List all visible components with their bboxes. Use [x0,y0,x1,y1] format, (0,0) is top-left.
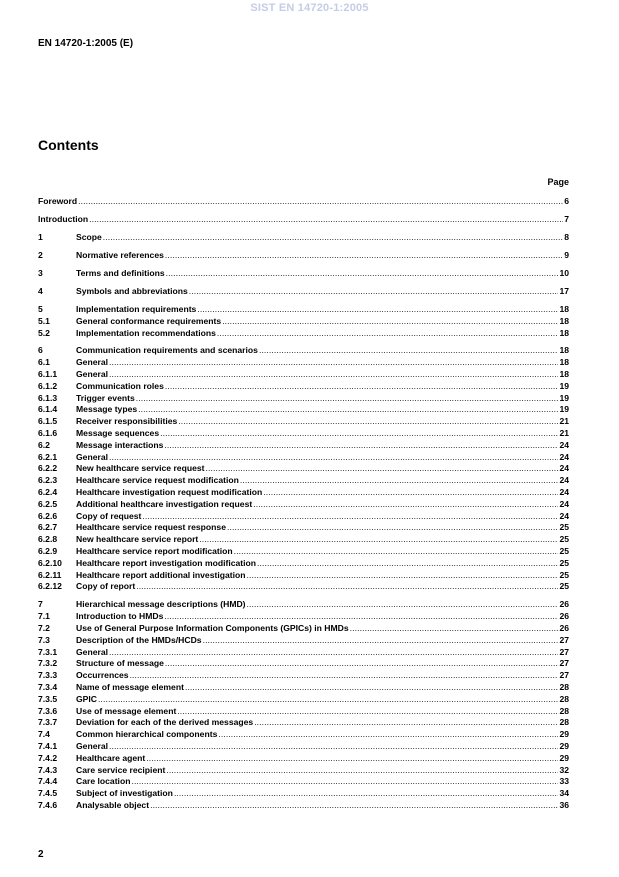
toc-entry[interactable] [38,232,569,244]
toc-entry[interactable] [38,741,569,753]
toc-entry-number: 2 [38,249,43,260]
toc-entry-title: Trigger events [76,392,135,403]
toc-entry[interactable] [38,268,569,280]
toc-dot-leader [130,670,559,682]
toc-entry-page: 33 [559,776,569,787]
toc-dot-leader [109,369,558,381]
toc-entry-title: General [76,740,109,751]
toc-entry-page: 18 [559,327,569,338]
toc-entry-page: 18 [559,357,569,368]
toc-entry-number: 6.1 [38,357,50,368]
toc-entry-page: 25 [559,546,569,557]
toc-dot-leader [164,440,558,452]
toc-entry-title: Healthcare report additional investigation [76,569,246,580]
toc-dot-leader [166,765,558,777]
toc-entry-title: Use of message element [76,705,177,716]
toc-entry[interactable] [38,499,569,511]
toc-entry-page: 27 [559,634,569,645]
toc-entry-number: 6.2.12 [38,581,62,592]
toc-entry-number: 7.4.2 [38,752,58,763]
toc-dot-leader [142,511,558,523]
toc-entry-title: Symbols and abbreviations [76,285,188,296]
toc-entry-title: Healthcare service request modification [76,475,239,486]
toc-entry-title: Scope [76,231,102,242]
toc-entry-page: 24 [559,510,569,521]
toc-entry-number: 7.3.7 [38,717,58,728]
toc-entry-title: General [76,451,109,462]
toc-entry-title: Message interactions [76,439,164,450]
toc-entry-page: 24 [559,498,569,509]
toc-entry-title: Copy of request [76,510,142,521]
toc-entry[interactable] [38,440,569,452]
toc-entry-page: 19 [559,392,569,403]
toc-entry[interactable] [38,328,569,340]
toc-entry[interactable] [38,800,569,812]
toc-entry[interactable] [38,753,569,765]
toc-entry-number: 6.2 [38,439,50,450]
toc-entry[interactable] [38,250,569,262]
toc-entry-number: 6.2.4 [38,487,58,498]
toc-entry[interactable] [38,788,569,800]
toc-entry-page: 28 [559,705,569,716]
toc-entry-page: 32 [559,764,569,775]
toc-entry-page: 18 [559,303,569,314]
toc-entry[interactable] [38,511,569,523]
toc-dot-leader [165,381,559,393]
toc-entry-number: 7.1 [38,611,50,622]
toc-entry-page: 36 [559,799,569,810]
toc-entry-page: 28 [559,681,569,692]
toc-dot-leader [240,475,559,487]
toc-entry[interactable] [38,381,569,393]
toc-entry-page: 27 [559,646,569,657]
toc-entry[interactable] [38,623,569,635]
toc-entry-number: 4 [38,285,43,296]
toc-entry-title: Normative references [76,249,164,260]
toc-dot-leader [164,611,558,623]
contents-title: Contents [38,137,99,153]
toc-entry-page: 19 [559,404,569,415]
toc-dot-leader [189,286,559,298]
toc-entry-title: Healthcare service report modification [76,546,233,557]
toc-entry-page: 25 [559,581,569,592]
toc-entry[interactable] [38,286,569,298]
toc-entry-title: Receiver responsibilities [76,416,178,427]
toc-entry-page: 28 [559,693,569,704]
toc-entry[interactable] [38,729,569,741]
toc-entry[interactable] [38,546,569,558]
toc-entry-title: Description of the HMDs/HCDs [76,634,202,645]
toc-dot-leader [206,463,559,475]
toc-dot-leader [109,741,558,753]
toc-entry-page: 27 [559,670,569,681]
toc-entry[interactable] [38,776,569,788]
toc-entry-page: 21 [559,428,569,439]
toc-entry[interactable] [38,393,569,405]
toc-entry-title: Terms and definitions [76,267,165,278]
toc-entry-page: 18 [559,345,569,356]
toc-entry-number: 3 [38,267,43,278]
toc-entry-page: 17 [559,285,569,296]
toc-entry-title: Introduction to HMDs [76,611,164,622]
toc-entry-title: Introduction [38,213,89,224]
toc-entry-number: 7.3.1 [38,646,58,657]
toc-entry-number: 6.2.9 [38,546,58,557]
toc-entry[interactable] [38,706,569,718]
toc-entry-number: 6.1.3 [38,392,58,403]
toc-entry-number: 7.4.3 [38,764,58,775]
toc-entry-title: Common hierarchical components [76,729,218,740]
toc-entry-number: 5.2 [38,327,50,338]
toc-entry-number: 1 [38,231,43,242]
toc-entry-page: 25 [559,522,569,533]
toc-entry-number: 7.3.6 [38,705,58,716]
toc-dot-leader [199,534,558,546]
toc-entry-page: 21 [559,416,569,427]
toc-entry-number: 6.1.4 [38,404,58,415]
toc-entry-number: 7.4.1 [38,740,58,751]
toc-entry-title: Care service recipient [76,764,166,775]
toc-dot-leader [247,570,559,582]
toc-entry-page: 10 [559,267,569,278]
toc-entry-title: Analysable object [76,799,150,810]
toc-entry[interactable] [38,599,569,611]
toc-entry-title: General [76,646,109,657]
watermark: SIST EN 14720-1:2005 [250,2,369,14]
toc-dot-leader [259,345,558,357]
toc-entry-page: 18 [559,315,569,326]
toc-dot-leader [146,753,558,765]
toc-entry-title: Healthcare agent [76,752,146,763]
toc-dot-leader [197,304,558,316]
toc-entry-title: Name of message element [76,681,184,692]
toc-dot-leader [165,658,559,670]
toc-dot-leader [217,328,559,340]
document-id: EN 14720-1:2005 (E) [38,38,134,49]
toc-entry-number: 6 [38,345,43,356]
toc-dot-leader [263,487,558,499]
toc-dot-leader [109,452,558,464]
toc-entry-number: 7.4.6 [38,799,58,810]
toc-entry-number: 7 [38,599,43,610]
toc-dot-leader [136,581,558,593]
toc-entry-number: 7.3.3 [38,670,58,681]
toc-dot-leader [254,717,558,729]
toc-entry[interactable] [38,452,569,464]
toc-dot-leader [177,706,558,718]
toc-entry-page: 25 [559,569,569,580]
toc-entry[interactable] [38,345,569,357]
toc-entry-number: 7.3.4 [38,681,58,692]
toc-entry-title: Subject of investigation [76,788,173,799]
toc-dot-leader [150,800,558,812]
toc-entry-number: 6.2.3 [38,475,58,486]
toc-entry-title: Occurrences [76,670,129,681]
toc-entry-title: Healthcare service request response [76,522,226,533]
toc-dot-leader [350,623,559,635]
toc-entry-number: 6.1.5 [38,416,58,427]
toc-entry[interactable] [38,316,569,328]
toc-entry[interactable] [38,369,569,381]
toc-entry[interactable] [38,487,569,499]
toc-dot-leader [203,635,559,647]
toc-dot-leader [185,682,558,694]
toc-entry-page: 26 [559,599,569,610]
toc-entry[interactable] [38,658,569,670]
footer-page-number: 2 [38,849,44,860]
toc-entry-number: 7.3.2 [38,658,58,669]
toc-entry-title: Message sequences [76,428,160,439]
toc-entry[interactable] [38,670,569,682]
toc-entry-page: 18 [559,369,569,380]
toc-dot-leader [227,522,558,534]
toc-entry[interactable] [38,558,569,570]
toc-entry-title: Implementation requirements [76,303,197,314]
toc-entry-page: 7 [564,213,569,224]
toc-entry-page: 19 [559,380,569,391]
toc-entry-page: 26 [559,623,569,633]
toc-dot-leader [222,316,558,328]
toc-entry-title: General conformance requirements [76,315,222,326]
toc-entry-page: 9 [564,249,569,260]
toc-entry-number: 7.4 [38,729,50,740]
toc-entry-title: Communication requirements and scenarios [76,345,258,356]
toc-dot-leader [253,499,558,511]
toc-dot-leader [131,776,558,788]
toc-entry-page: 29 [559,740,569,751]
toc-entry-title: General [76,369,109,380]
toc-entry-number: 7.4.4 [38,776,58,787]
toc-entry-number: 6.2.5 [38,498,58,509]
toc-dot-leader [109,357,558,369]
toc-dot-leader [109,647,558,659]
toc-entry-title: Deviation for each of the derived messages [76,717,254,728]
toc-entry-number: 6.2.10 [38,557,62,568]
page-column-label: Page [547,177,569,187]
toc-entry-number: 7.2 [38,623,50,633]
toc-dot-leader [89,214,563,226]
toc-dot-leader [247,599,559,611]
toc-dot-leader [257,558,558,570]
toc-entry-title: Additional healthcare investigation request [76,498,253,509]
toc-entry-title: Healthcare investigation request modification [76,487,263,498]
toc-entry-number: 6.2.11 [38,569,62,580]
toc-entry[interactable] [38,428,569,440]
toc-entry[interactable] [38,475,569,487]
toc-entry[interactable] [38,765,569,777]
toc-entry-number: 6.2.1 [38,451,58,462]
toc-entry[interactable] [38,463,569,475]
toc-entry[interactable] [38,214,569,226]
toc-entry-title: Healthcare report investigation modification [76,557,257,568]
toc-entry-page: 34 [559,788,569,799]
toc-dot-leader [234,546,559,558]
toc-entry-page: 24 [559,451,569,462]
toc-entry-title: Implementation recommendations [76,327,216,338]
toc-entry-page: 27 [559,658,569,669]
toc-entry-page: 6 [564,196,569,206]
toc-entry[interactable] [38,581,569,593]
toc-entry-title: Care location [76,776,131,787]
toc-dot-leader [103,232,563,244]
toc-dot-leader [166,268,559,280]
toc-dot-leader [78,196,563,208]
toc-entry-title: Use of General Purpose Information Components (GPICs) in HMDs [76,623,349,633]
toc-entry-page: 29 [559,752,569,763]
toc-entry[interactable] [38,694,569,706]
toc-entry-title: Foreword [38,196,78,206]
toc-entry-title: General [76,357,109,368]
toc-entry-number: 6.2.7 [38,522,58,533]
toc-entry[interactable] [38,635,569,647]
table-of-contents [38,196,569,812]
toc-entry-title: Hierarchical message descriptions (HMD) [76,599,246,610]
toc-entry-number: 5 [38,303,43,314]
toc-entry-number: 6.2.6 [38,510,58,521]
toc-entry-title: Copy of report [76,581,136,592]
toc-dot-leader [218,729,558,741]
toc-dot-leader [165,250,563,262]
toc-entry-page: 26 [559,611,569,622]
toc-entry-title: GPIC [76,693,98,704]
toc-entry-title: New healthcare service request [76,463,205,474]
toc-entry[interactable] [38,534,569,546]
toc-entry-page: 24 [559,475,569,486]
toc-dot-leader [136,393,559,405]
toc-entry[interactable] [38,416,569,428]
toc-entry-number: 6.2.8 [38,534,58,545]
toc-entry[interactable] [38,304,569,316]
toc-dot-leader [98,694,558,706]
toc-entry-title: Structure of message [76,658,164,669]
toc-entry[interactable] [38,357,569,369]
toc-entry-page: 28 [559,717,569,728]
toc-dot-leader [160,428,558,440]
toc-entry[interactable] [38,611,569,623]
toc-entry-number: 7.3.5 [38,693,58,704]
toc-entry-number: 6.1.2 [38,380,58,391]
toc-entry[interactable] [38,682,569,694]
toc-dot-leader [174,788,559,800]
toc-entry-title: New healthcare service report [76,534,199,545]
toc-entry[interactable] [38,717,569,729]
toc-entry[interactable] [38,647,569,659]
toc-entry-page: 25 [559,534,569,545]
toc-entry-page: 24 [559,439,569,450]
toc-entry[interactable] [38,522,569,534]
toc-entry-page: 29 [559,729,569,740]
toc-entry-page: 24 [559,487,569,498]
toc-entry-number: 6.1.6 [38,428,58,439]
toc-dot-leader [138,404,558,416]
toc-dot-leader [178,416,558,428]
toc-entry[interactable] [38,404,569,416]
toc-entry-page: 24 [559,463,569,474]
toc-entry-number: 6.2.2 [38,463,58,474]
toc-entry-number: 6.1.1 [38,369,58,380]
toc-entry[interactable] [38,196,569,208]
toc-entry-number: 5.1 [38,315,50,326]
toc-entry-title: Message types [76,404,138,415]
toc-entry-number: 7.3 [38,634,50,645]
toc-entry-page: 8 [564,231,569,242]
toc-entry-number: 7.4.5 [38,788,58,799]
toc-entry-page: 25 [559,557,569,568]
toc-entry-title: Communication roles [76,380,164,391]
toc-entry[interactable] [38,570,569,582]
